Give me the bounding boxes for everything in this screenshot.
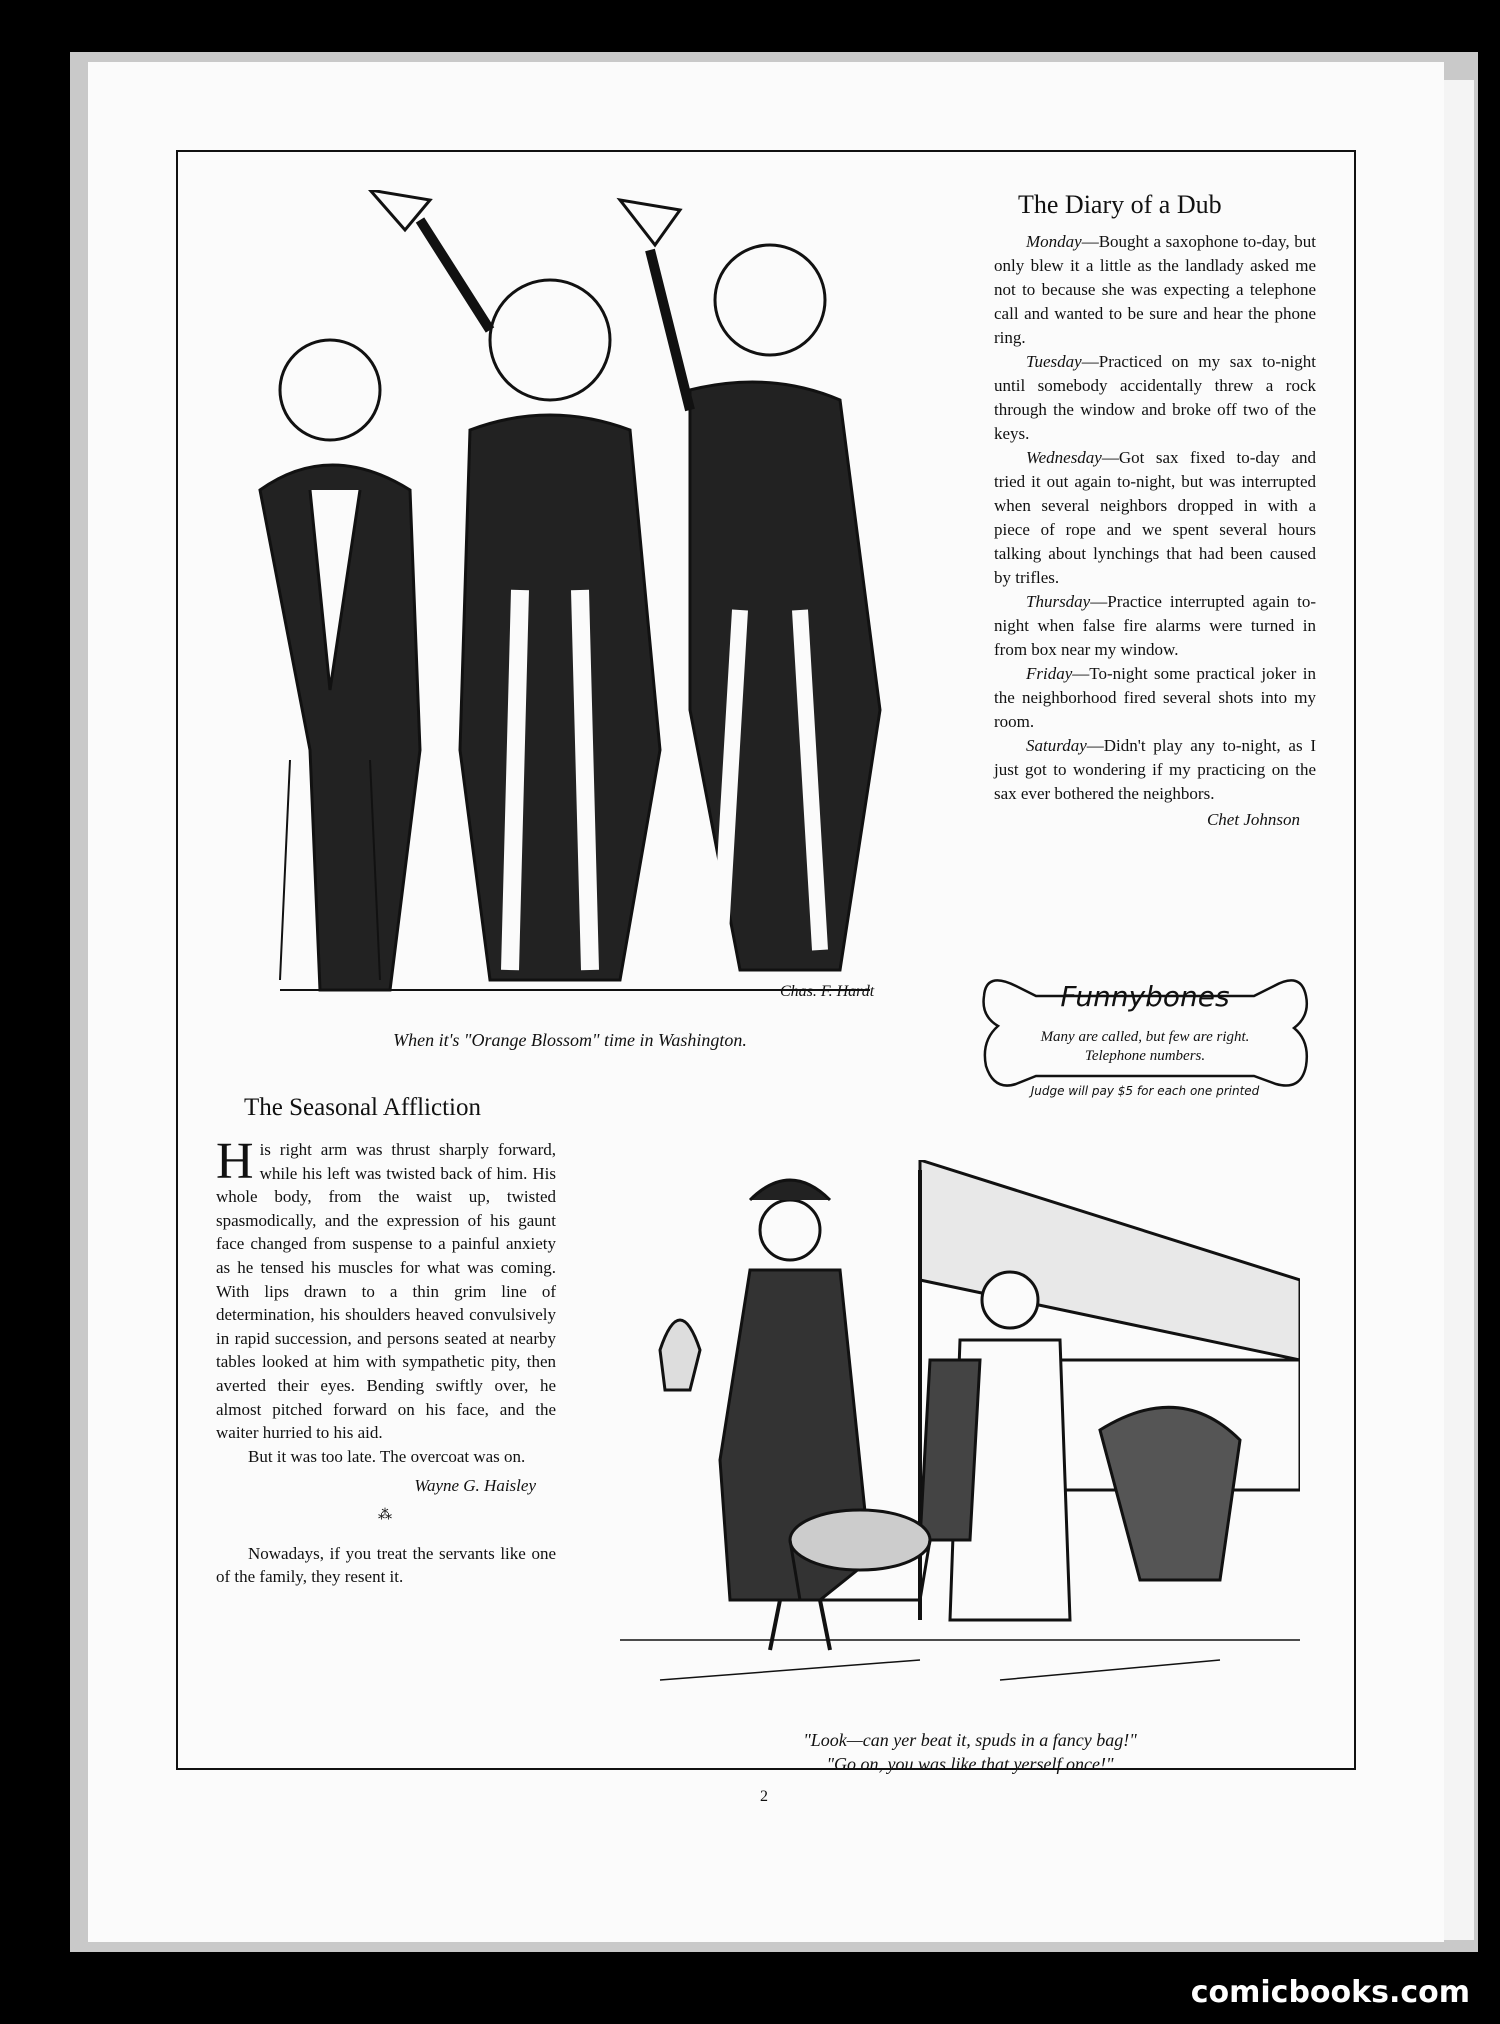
story-paragraph: His right arm was thrust sharply forward, while his left was twisted back of him. His whole body, from the waist up, twisted spasmodically, and the expression of his gaunt face changed from suspense to a painful anxiety as he tensed his muscles for what was coming. With lips drawn to a thin grim line of determination, his shoulders heaved convulsively in rapid succession, and persons seated at nearby tables looked at him with sympathetic pity, then averted their eyes. Bending swiftly over, he almost pitched forward on his face, and the waiter hurried to his aid. [216, 1133, 556, 1443]
toasting-men-illustration [220, 190, 920, 1010]
story-paragraph: But it was too late. The overcoat was on. [248, 1446, 526, 1466]
diary-entry: Friday—To-night some practical joker in the neighborhood fired several shots into my room. [994, 664, 1316, 731]
funnybones-box [976, 966, 1314, 1114]
top-illustration-caption: When it's "Orange Blossom" time in Washington. [393, 1030, 747, 1050]
seasonal-story [216, 1133, 556, 1589]
seasonal-title: The Seasonal Affliction [244, 1094, 481, 1121]
diary-entry: Tuesday—Practiced on my sax to-night until somebody accidentally threw a rock through the window and broke off two of the keys. [994, 352, 1316, 443]
quip-paragraph: Nowadays, if you treat the servants like one of the family, they resent it. [216, 1543, 556, 1587]
adjacent-page-edge [1444, 80, 1474, 1940]
section-dingbat: ⁂ [378, 1507, 394, 1523]
market-scene-illustration [620, 1160, 1300, 1720]
diary-entry: Thursday—Practice interrupted again to-night when false fire alarms were turned in from box near my window. [994, 592, 1316, 659]
story-author: Wayne G. Haisley [414, 1476, 536, 1496]
diary-entry: Wednesday—Got sax fixed to-day and tried it out again to-night, but was interrupted when several neighbors dropped in with a piece of rope and we spent several hours talking about lynchings that had been caused by trifles. [994, 448, 1316, 587]
drop-cap: H [216, 1133, 254, 1190]
funnybones-joke: Many are called, but few are right. Telephone numbers. [1040, 1029, 1250, 1064]
page-number: 2 [760, 1788, 768, 1805]
funnybones-offer: Judge will pay $5 for each one printed [1030, 1084, 1260, 1098]
diary-entry: Saturday—Didn't play any to-night, as I just got to wondering if my practicing on the sax ever bothered the neighbors. [994, 736, 1316, 803]
diary-text [994, 230, 1316, 832]
bottom-illustration-caption: "Look—can yer beat it, spuds in a fancy bag!" "Go on, you was like that yerself once!" [803, 1730, 1137, 1774]
artist-signature: Chas. F. Hardt [780, 983, 875, 1000]
diary-author: Chet Johnson [1206, 810, 1300, 829]
diary-entry: Monday—Bought a saxophone to-day, but only blew it a little as the landlady asked me not to because she was expecting a telephone call and wanted to be sure and hear the phone ring. [994, 232, 1316, 347]
site-watermark: comicbooks.com [1190, 1975, 1470, 2010]
diary-title: The Diary of a Dub [1018, 190, 1222, 219]
funnybones-logo: Funnybones [1060, 980, 1230, 1013]
